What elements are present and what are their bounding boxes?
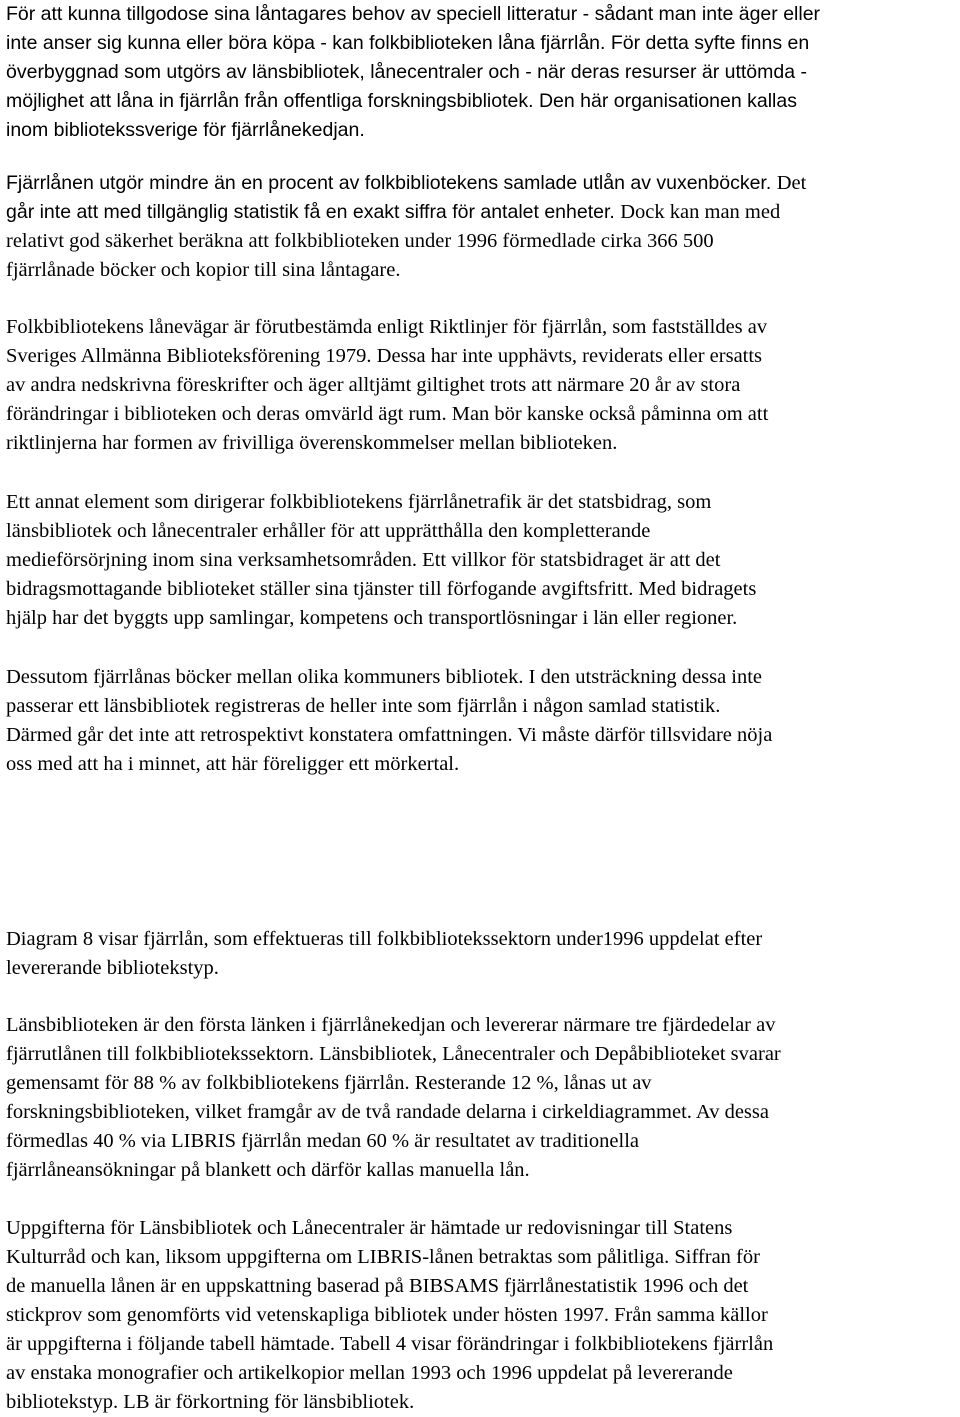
text-line: Länsbiblioteken är den första länken i fjärrlånekedjan och levererar närmare tre fjärdedelar av	[6, 1014, 776, 1036]
text-line: inom bibliotekssverige för fjärrlånekedjan.	[6, 119, 365, 141]
text-line: Diagram 8 visar fjärrlån, som effektueras till folkbibliotekssektorn under1996 uppdelat efter	[6, 928, 763, 950]
text-line-part: Det	[776, 172, 807, 194]
text-line: medieförsörjning inom sina verksamhetsområden. Ett villkor för statsbidraget är att det	[6, 549, 721, 571]
paragraph-8	[6, 1214, 773, 1417]
text-line: passerar ett länsbibliotek registreras de heller inte som fjärrlån i någon samlad statistik.	[6, 695, 721, 717]
text-line-part: går inte att med tillgänglig statistik få en exakt siffra för antalet enheter.	[6, 201, 615, 223]
text-line: bidragsmottagande biblioteket ställer sina tjänster till förfogande avgiftsfritt. Med bidragets	[6, 578, 757, 600]
text-line	[6, 87, 820, 116]
text-line: överbyggnad som utgörs av länsbibliotek, lånecentraler och - när deras resurser är uttömda -	[6, 61, 807, 83]
text-line: oss med att ha i minnet, att här föreligger ett mörkertal.	[6, 753, 460, 775]
text-line: För att kunna tillgodose sina låntagares behov av speciell litteratur - sådant man inte äger eller	[6, 3, 821, 25]
text-line: av andra nedskrivna föreskrifter och äger alltjämt giltighet trots att närmare 20 år av stora	[6, 374, 741, 396]
text-line: förmedlas 40 % via LIBRIS fjärrlån medan 60 % är resultatet av traditionella	[6, 1130, 640, 1152]
text-line: Dessutom fjärrlånas böcker mellan olika kommuners bibliotek. I den utsträckning dessa inte	[6, 666, 763, 688]
text-line-part: Den här organisationen kallas	[538, 90, 797, 112]
paragraph-2	[6, 169, 806, 285]
paragraph-3	[6, 313, 768, 458]
text-line: är uppgifterna i följande tabell hämtade. Tabell 4 visar förändringar i folkbibliotekens fjärrlån	[6, 1333, 774, 1355]
paragraph-1	[6, 0, 820, 145]
text-line: stickprov som genomförts vid vetenskapliga bibliotek under hösten 1997. Från samma källor	[6, 1304, 768, 1326]
text-line: Kulturråd och kan, liksom uppgifterna om LIBRIS-lånen betraktas som pålitliga. Siffran för	[6, 1246, 760, 1268]
text-line: länsbibliotek och lånecentraler erhåller för att upprätthålla den kompletterande	[6, 520, 651, 542]
text-line: fjärrlåneansökningar på blankett och därför kallas manuella lån.	[6, 1159, 530, 1181]
text-line: Uppgifterna för Länsbibliotek och Lånecentraler är hämtade ur redovisningar till Statens	[6, 1217, 733, 1239]
text-line-part: möjlighet att låna in fjärrlån från offentliga forskningsbibliotek.	[6, 90, 534, 112]
text-line: de manuella lånen är en uppskattning baserad på BIBSAMS fjärrlånestatistik 1996 och det	[6, 1275, 749, 1297]
text-line: Folkbibliotekens lånevägar är förutbestämda enligt Riktlinjer för fjärrlån, som fastställdes av	[6, 316, 768, 338]
text-line-part: Dock kan man med	[620, 201, 781, 223]
paragraph-4	[6, 488, 756, 633]
text-line: forskningsbiblioteken, vilket framgår av de två randade delarna i cirkeldiagrammet. Av dessa	[6, 1101, 769, 1123]
text-line: bibliotekstyp. LB är förkortning för länsbibliotek.	[6, 1391, 415, 1413]
text-line: Ett annat element som dirigerar folkbibliotekens fjärrlånetrafik är det statsbidrag, som	[6, 491, 712, 513]
text-line	[6, 169, 806, 198]
text-line: relativt god säkerhet beräkna att folkbiblioteken under 1996 förmedlade cirka 366 500	[6, 230, 714, 252]
text-line: av enstaka monografier och artikelkopior mellan 1993 och 1996 uppdelat på levererande	[6, 1362, 733, 1384]
text-line: Sveriges Allmänna Biblioteksförening 1979. Dessa har inte upphävts, reviderats eller ersatts	[6, 345, 763, 367]
text-line: fjärrlånade böcker och kopior till sina låntagare.	[6, 259, 401, 281]
text-line: förändringar i biblioteken och deras omvärld ägt rum. Man bör kanske också påminna om att	[6, 403, 769, 425]
paragraph-5	[6, 663, 772, 779]
paragraph-6	[6, 925, 762, 983]
text-line: Därmed går det inte att retrospektivt konstatera omfattningen. Vi måste därför tillsvidare nöja	[6, 724, 773, 746]
text-line: gemensamt för 88 % av folkbibliotekens fjärrlån. Resterande 12 %, lånas ut av	[6, 1072, 652, 1094]
text-line: riktlinjerna har formen av frivilliga överenskommelser mellan biblioteken.	[6, 432, 618, 454]
text-line: levererande bibliotekstyp.	[6, 957, 219, 979]
text-line-part: Fjärrlånen utgör mindre än en procent av folkbibliotekens samlade utlån av vuxenböcker.	[6, 172, 772, 194]
paragraph-7	[6, 1011, 781, 1185]
text-line: fjärrutlånen till folkbibliotekssektorn. Länsbibliotek, Lånecentraler och Depåbiblioteket svarar	[6, 1043, 781, 1065]
text-line: inte anser sig kunna eller böra köpa - kan folkbiblioteken låna fjärrlån. För detta syfte finns en	[6, 32, 810, 54]
text-line: hjälp har det byggts upp samlingar, kompetens och transportlösningar i län eller regioner.	[6, 607, 738, 629]
text-line	[6, 198, 806, 227]
